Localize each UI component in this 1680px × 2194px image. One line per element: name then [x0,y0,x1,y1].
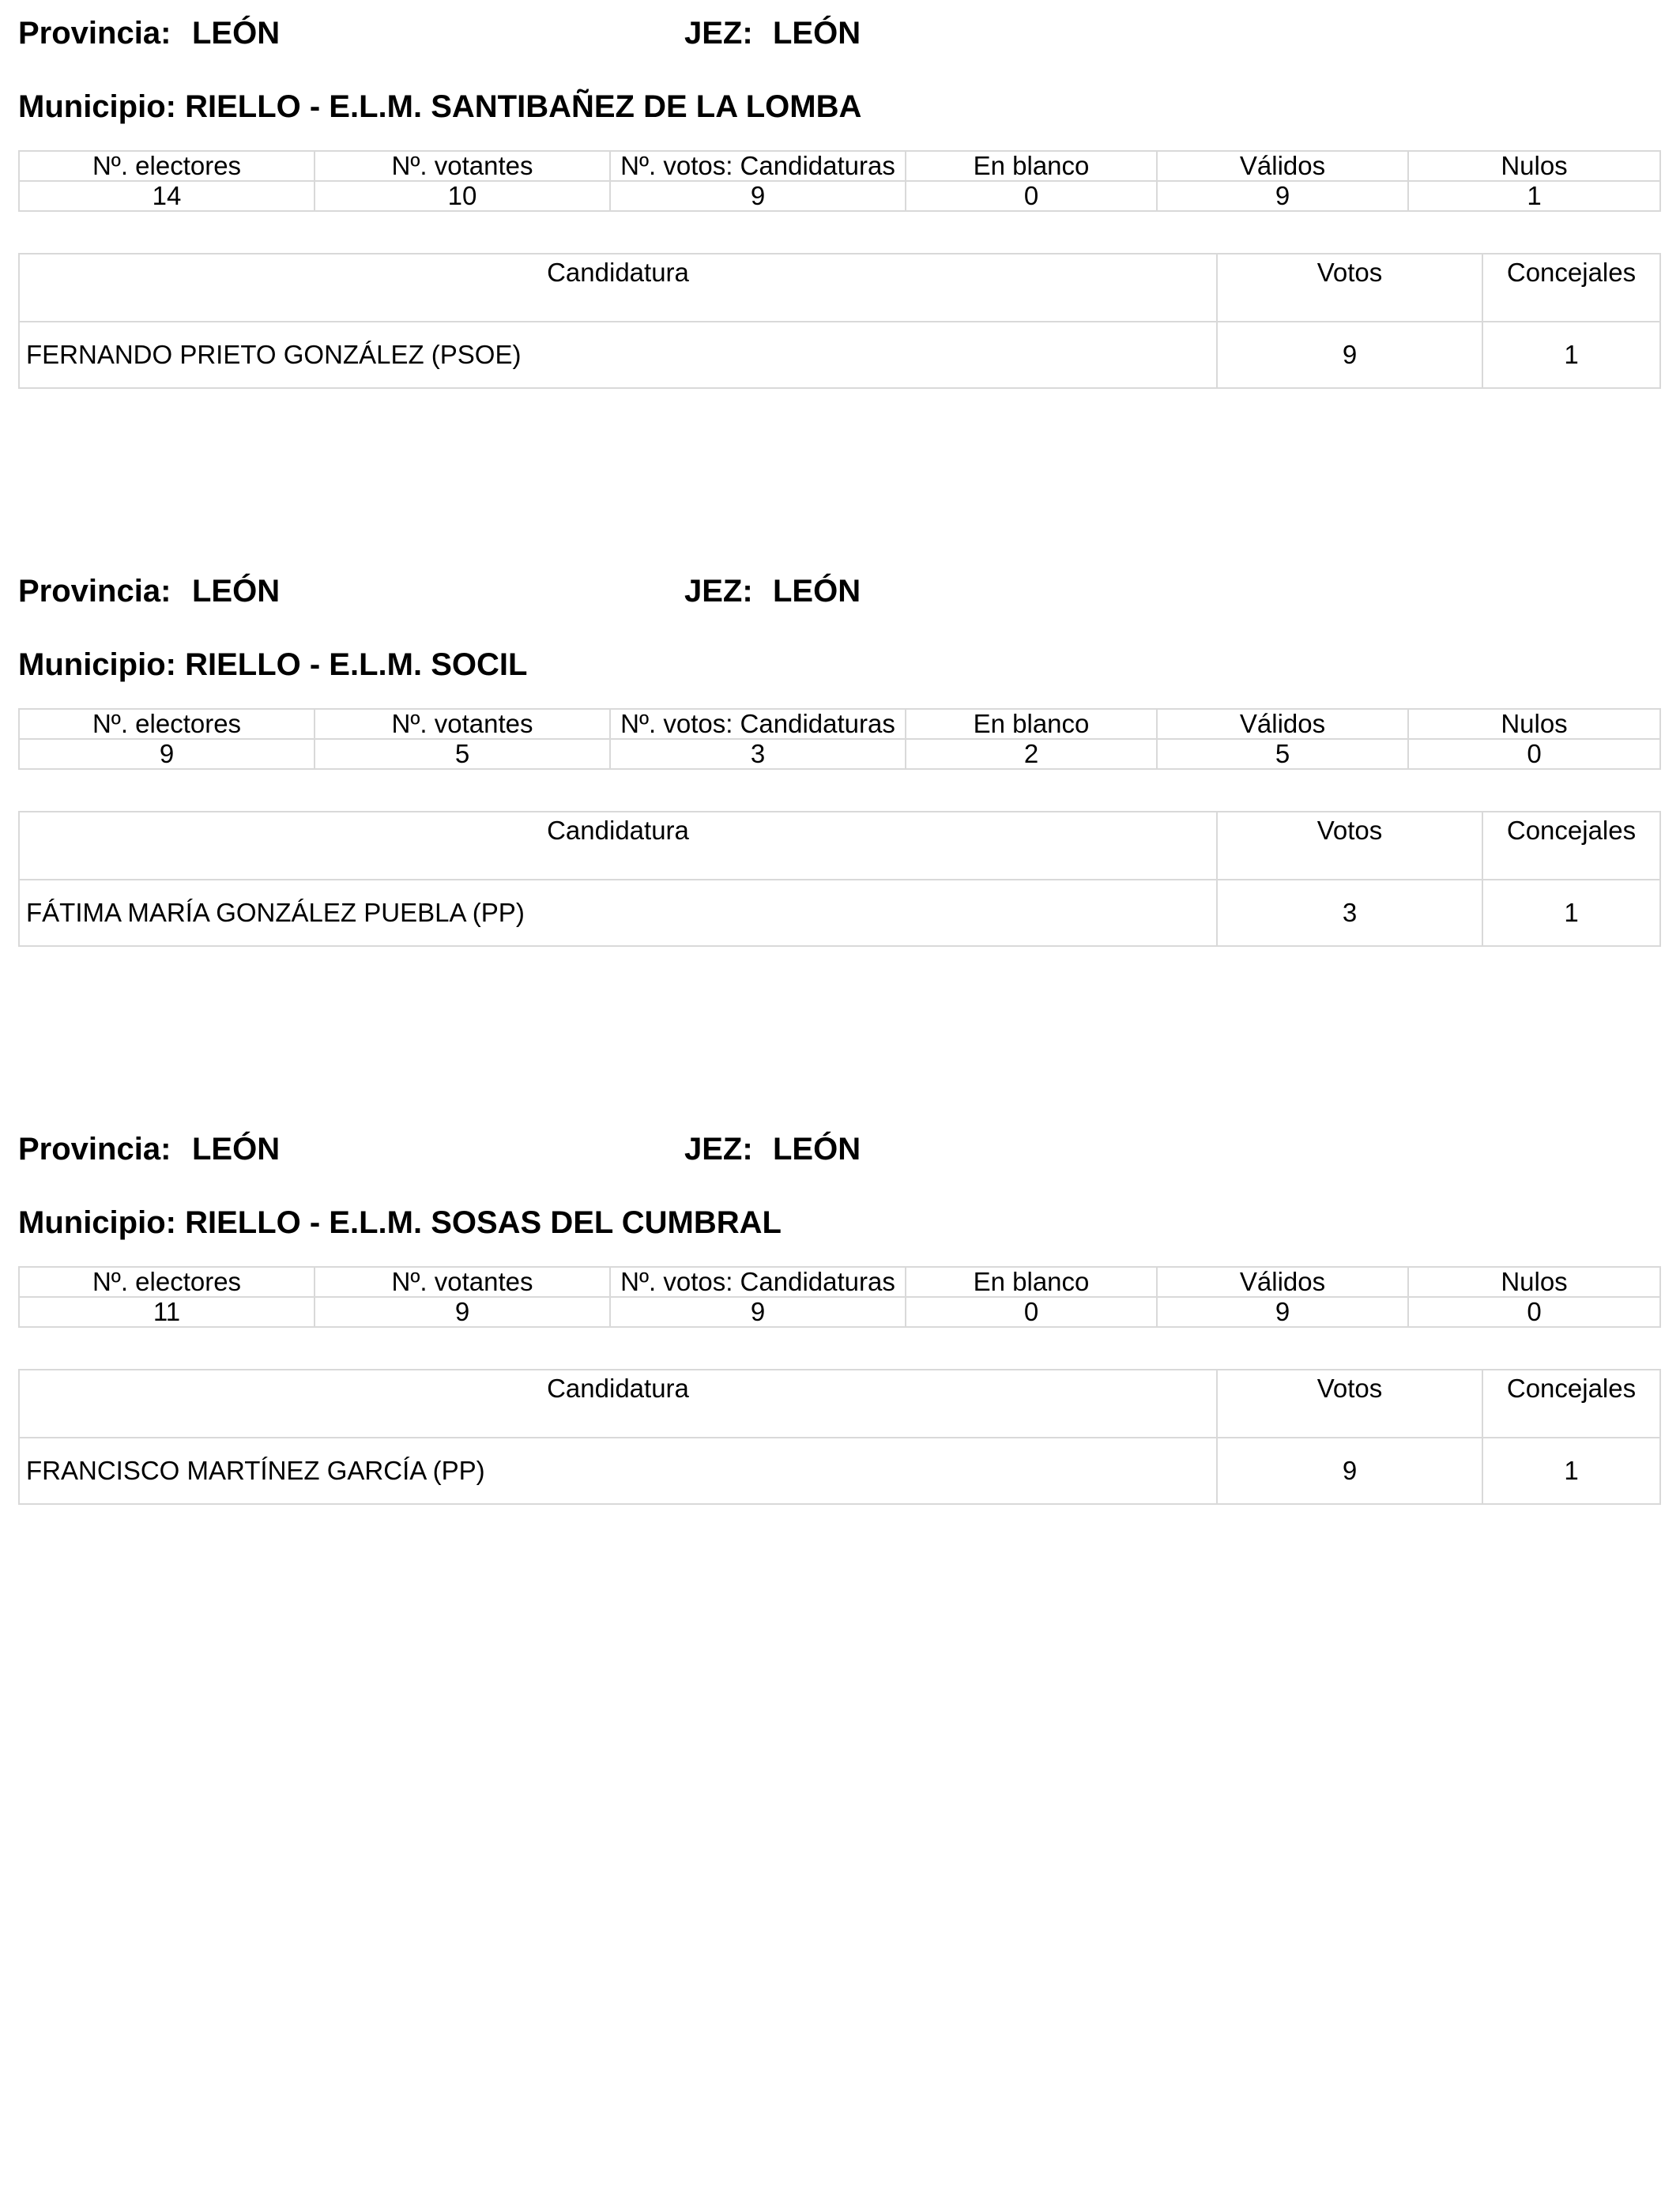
votos-candidaturas-value: 9 [610,181,906,211]
provincia-value: LEÓN [192,574,281,609]
candidates-table [18,253,1661,389]
votos-header: Votos [1217,812,1482,880]
provincia-label: Provincia: [18,16,171,51]
stats-value-row [19,181,1660,211]
stats-table [18,708,1661,770]
candidates-header-row [19,812,1660,880]
votos-candidaturas-header: Nº. votos: Candidaturas [610,1267,906,1297]
candidate-votos: 9 [1217,1438,1482,1504]
jez-value: LEÓN [773,1132,861,1167]
validos-header: Válidos [1157,709,1408,739]
nulos-header: Nulos [1408,151,1660,181]
provincia-label: Provincia: [18,1132,171,1167]
header-row [18,9,1659,57]
validos-header: Válidos [1157,151,1408,181]
candidate-name: FERNANDO PRIETO GONZÁLEZ (PSOE) [19,322,1217,388]
validos-value: 9 [1157,1297,1408,1327]
candidates-table [18,811,1661,947]
stats-table [18,150,1661,212]
candidate-concejales: 1 [1482,322,1660,388]
votos-candidaturas-header: Nº. votos: Candidaturas [610,151,906,181]
header-row [18,567,1659,615]
stats-value-row [19,1297,1660,1327]
votantes-value: 10 [315,181,610,211]
votos-header: Votos [1217,1370,1482,1438]
municipio-label: Municipio: [18,647,176,682]
electores-value: 11 [19,1297,315,1327]
en-blanco-value: 0 [906,1297,1157,1327]
candidatura-header: Candidatura [19,812,1217,880]
stats-header-row [19,709,1660,739]
electores-header: Nº. electores [19,1267,315,1297]
en-blanco-header: En blanco [906,1267,1157,1297]
municipio-value: RIELLO - E.L.M. SANTIBAÑEZ DE LA LOMBA [185,89,862,124]
provincia-value: LEÓN [192,16,281,51]
jez-label: JEZ: [684,16,753,51]
concejales-header: Concejales [1482,812,1660,880]
nulos-value: 1 [1408,181,1660,211]
jez-value: LEÓN [773,574,861,609]
table-row [19,1438,1660,1504]
votos-candidaturas-header: Nº. votos: Candidaturas [610,709,906,739]
provincia-label: Provincia: [18,574,171,609]
section-socil [18,567,1659,955]
municipio-label: Municipio: [18,89,176,124]
candidate-name: FÁTIMA MARÍA GONZÁLEZ PUEBLA (PP) [19,880,1217,946]
en-blanco-value: 0 [906,181,1157,211]
jez-value: LEÓN [773,16,861,51]
table-row [19,880,1660,946]
municipio-value: RIELLO - E.L.M. SOSAS DEL CUMBRAL [185,1205,782,1240]
candidate-votos: 9 [1217,322,1482,388]
electores-value: 14 [19,181,315,211]
votos-candidaturas-value: 9 [610,1297,906,1327]
header-row [18,1125,1659,1173]
en-blanco-value: 2 [906,739,1157,769]
votos-header: Votos [1217,254,1482,322]
stats-header-row [19,1267,1660,1297]
en-blanco-header: En blanco [906,151,1157,181]
table-row [19,322,1660,388]
municipio-heading [18,641,527,688]
jez-label: JEZ: [684,1132,753,1167]
section-sosas-del-cumbral [18,1125,1659,1513]
nulos-header: Nulos [1408,1267,1660,1297]
candidatura-header: Candidatura [19,1370,1217,1438]
votos-candidaturas-value: 3 [610,739,906,769]
validos-header: Válidos [1157,1267,1408,1297]
candidate-concejales: 1 [1482,1438,1660,1504]
validos-value: 5 [1157,739,1408,769]
candidate-name: FRANCISCO MARTÍNEZ GARCÍA (PP) [19,1438,1217,1504]
stats-value-row [19,739,1660,769]
candidates-table [18,1369,1661,1505]
section-santibanez [18,9,1659,397]
nulos-value: 0 [1408,739,1660,769]
votantes-header: Nº. votantes [315,1267,610,1297]
concejales-header: Concejales [1482,254,1660,322]
electores-header: Nº. electores [19,151,315,181]
stats-header-row [19,151,1660,181]
electores-value: 9 [19,739,315,769]
provincia-value: LEÓN [192,1132,281,1167]
electores-header: Nº. electores [19,709,315,739]
nulos-value: 0 [1408,1297,1660,1327]
candidates-header-row [19,254,1660,322]
validos-value: 9 [1157,181,1408,211]
stats-table [18,1266,1661,1328]
votantes-header: Nº. votantes [315,709,610,739]
votantes-value: 9 [315,1297,610,1327]
candidatura-header: Candidatura [19,254,1217,322]
candidate-concejales: 1 [1482,880,1660,946]
municipio-label: Municipio: [18,1205,176,1240]
municipio-heading [18,1199,782,1246]
municipio-heading [18,83,861,130]
jez-label: JEZ: [684,574,753,609]
votantes-header: Nº. votantes [315,151,610,181]
concejales-header: Concejales [1482,1370,1660,1438]
votantes-value: 5 [315,739,610,769]
candidate-votos: 3 [1217,880,1482,946]
candidates-header-row [19,1370,1660,1438]
nulos-header: Nulos [1408,709,1660,739]
municipio-value: RIELLO - E.L.M. SOCIL [185,647,528,682]
en-blanco-header: En blanco [906,709,1157,739]
